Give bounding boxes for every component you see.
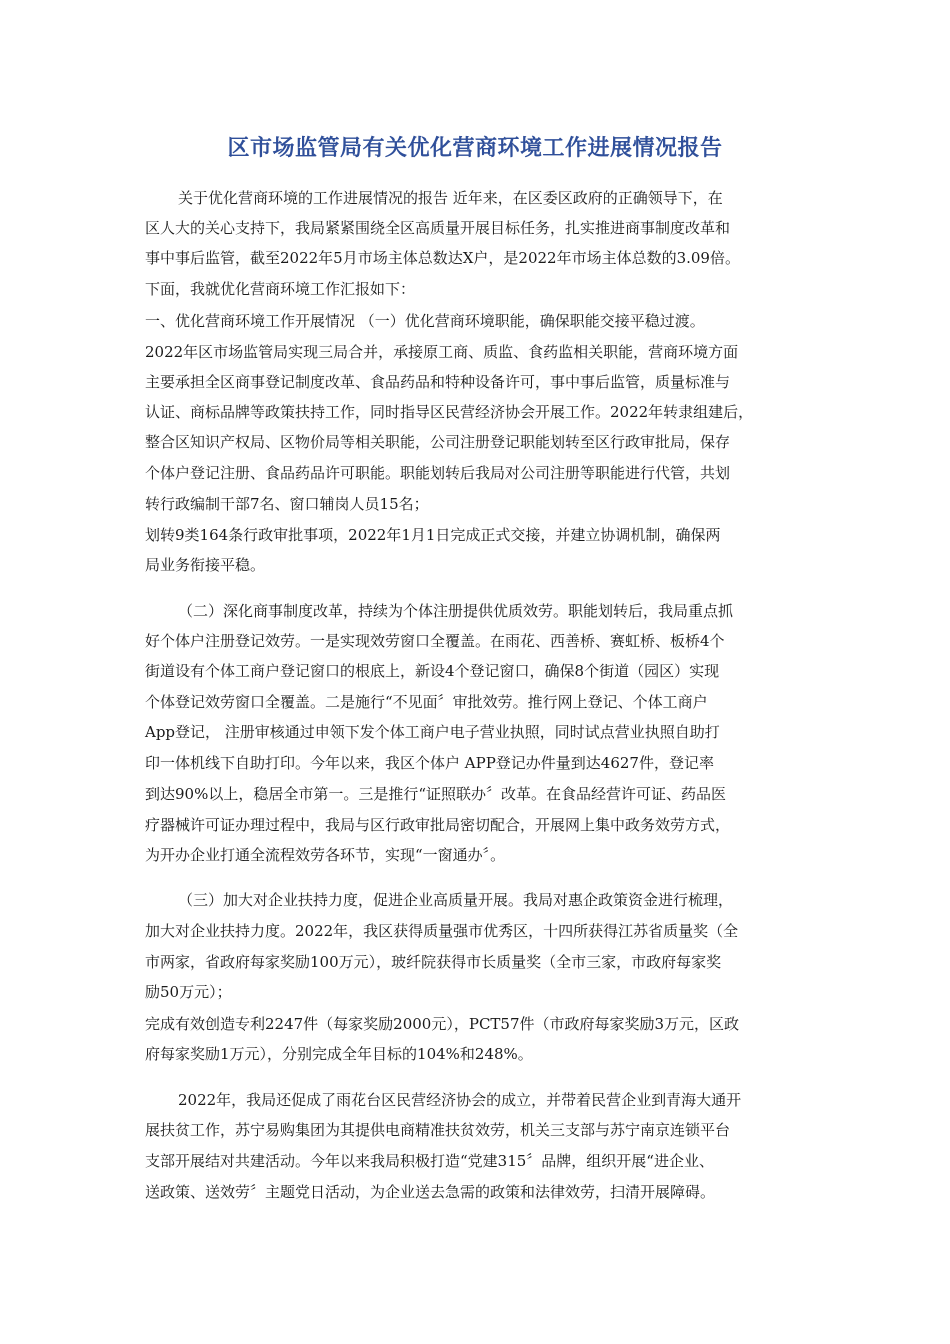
paragraph-line: 到达90%以上，稳居全市第一。三是推行“证照联办〞改革。在食品经营许可证、药品医 <box>145 785 727 803</box>
paragraph-line: 区人大的关心支持下，我局紧紧围绕全区高质量开展目标任务，扎实推进商事制度改革和 <box>145 219 731 237</box>
section-heading-line: 一、优化营商环境工作开展情况 （一）优化营商环境职能，确保职能交接平稳过渡。 <box>145 312 705 330</box>
paragraph-line: 支部开展结对共建活动。今年以来我局积极打造“党建315〞品牌，组织开展“进企业、 <box>145 1152 714 1170</box>
paragraph-line: 加大对企业扶持力度。2022年，我区获得质量强市优秀区，十四所获得江苏省质量奖（全 <box>145 922 739 940</box>
paragraph-line: 整合区知识产权局、区物价局等相关职能，公司注册登记职能划转至区行政审批局，保存 <box>145 433 731 451</box>
paragraph-line: 转行政编制干部7名、窗口辅岗人员15名； <box>145 495 429 513</box>
paragraph-line: 2022年区市场监管局实现三局合并，承接原工商、质监、食药监相关职能，营商环境方面 <box>145 343 739 361</box>
paragraph-line: 划转9类164条行政审批事项，2022年1月1日完成正式交接，并建立协调机制，确保两 <box>145 526 721 544</box>
paragraph-line: （三）加大对企业扶持力度，促进企业高质量开展。我局对惠企政策资金进行梳理， <box>178 891 734 909</box>
paragraph-line: 事中事后监管，截至2022年5月市场主体总数达X户，是2022年市场主体总数的3.09倍。 <box>145 249 740 267</box>
paragraph-line: 府每家奖励1万元），分别完成全年目标的104%和248%。 <box>145 1045 533 1063</box>
paragraph-line: 送政策、送效劳〞主题党日活动，为企业送去急需的政策和法律效劳，扫清开展障碍。 <box>145 1183 716 1201</box>
paragraph-line: 好个体户注册登记效劳。一是实现效劳窗口全覆盖。在雨花、西善桥、赛虹桥、板桥4个 <box>145 632 725 650</box>
paragraph-line: 为开办企业打通全流程效劳各环节，实现“一窗通办〞。 <box>145 846 506 864</box>
paragraph-line: 局业务衔接平稳。 <box>145 556 266 574</box>
paragraph-line: 2022年，我局还促成了雨花台区民营经济协会的成立，并带着民营企业到青海大通开 <box>178 1091 742 1109</box>
paragraph-line: 个体户登记注册、食品药品许可职能。职能划转后我局对公司注册等职能进行代管，共划 <box>145 464 731 482</box>
paragraph-line: 完成有效创造专利2247件（每家奖励2000元），PCT57件（市政府每家奖励3万元，区政 <box>145 1015 740 1033</box>
paragraph-line: 主要承担全区商事登记制度改革、食品药品和特种设备许可，事中事后监管，质量标准与 <box>145 373 731 391</box>
paragraph-line: 关于优化营商环境的工作进展情况的报告 近年来，在区委区政府的正确领导下，在 <box>178 189 723 207</box>
paragraph-line: App登记， 注册审核通过申领下发个体工商户电子营业执照，同时试点营业执照自助打 <box>145 723 720 741</box>
paragraph-line: 个体登记效劳窗口全覆盖。二是施行“不见面〞审批效劳。推行网上登记、个体工商户 <box>145 693 708 711</box>
paragraph-line: 励50万元）； <box>145 983 232 1001</box>
paragraph-line: 认证、商标品牌等政策扶持工作，同时指导区民营经济协会开展工作。2022年转隶组建后， <box>145 403 754 421</box>
paragraph-line: 街道设有个体工商户登记窗口的根底上，新设4个登记窗口，确保8个街道（园区）实现 <box>145 662 720 680</box>
paragraph-line: （二）深化商事制度改革，持续为个体注册提供优质效劳。职能划转后，我局重点抓 <box>178 602 734 620</box>
paragraph-line: 印一体机线下自助打印。今年以来，我区个体户 APP登记办件量到达4627件，登记率 <box>145 754 714 772</box>
paragraph-line: 疗器械许可证办理过程中，我局与区行政审批局密切配合，开展网上集中政务效劳方式， <box>145 816 731 834</box>
paragraph-line: 展扶贫工作，苏宁易购集团为其提供电商精准扶贫效劳，机关三支部与苏宁南京连锁平台 <box>145 1121 731 1139</box>
paragraph-line: 市两家，省政府每家奖励100万元），玻纤院获得市长质量奖（全市三家，市政府每家奖 <box>145 953 722 971</box>
document-title: 区市场监管局有关优化营商环境工作进展情况报告 <box>227 136 723 161</box>
paragraph-line: 下面，我就优化营商环境工作汇报如下： <box>145 280 416 298</box>
